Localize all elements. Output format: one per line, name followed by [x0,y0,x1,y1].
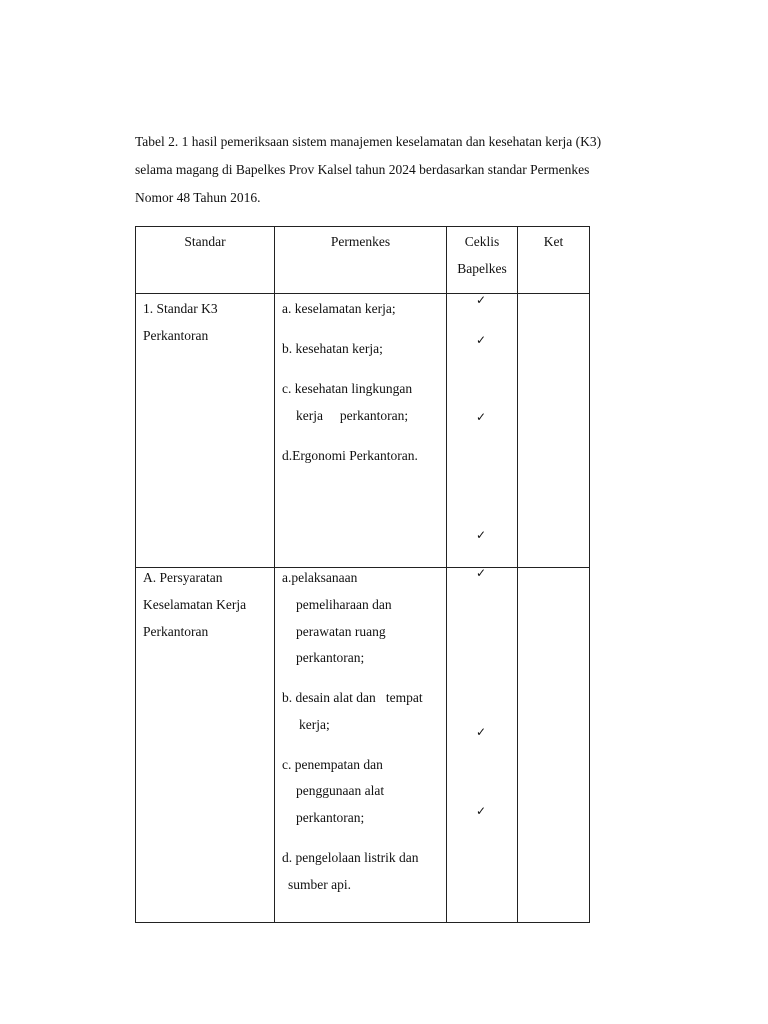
permenkes-item: kerja perkantoran; [296,408,409,423]
ket-cell [518,294,590,568]
permenkes-item: b. desain alat dan tempat [282,690,423,705]
check-icon: ✓ [476,410,487,424]
permenkes-item: c. penempatan dan [282,757,383,772]
k3-checklist-table [135,226,590,923]
caption-line: Tabel 2. 1 hasil pemeriksaan sistem manajemen keselamatan dan kesehatan kerja (K3) [135,134,602,149]
permenkes-item: a.pelaksanaan [282,570,358,585]
standar-cell [136,294,275,568]
permenkes-item: penggunaan alat [296,783,385,798]
check-icon: ✓ [476,725,487,739]
header-standar: Standar [136,227,275,294]
permenkes-item: c. kesehatan lingkungan [282,381,413,396]
permenkes-cell [275,568,447,923]
check-icon: ✓ [476,566,487,580]
standar-text: Keselamatan Kerja [143,597,247,612]
table-row [136,568,590,923]
table-header-row [136,227,590,294]
standar-text: 1. Standar K3 [143,301,218,316]
check-icon: ✓ [476,333,487,347]
header-ceklis-bapelkes: Ceklis Bapelkes [447,227,518,294]
permenkes-item: perkantoran; [296,810,365,825]
permenkes-item: perkantoran; [296,650,365,665]
check-icon: ✓ [476,293,487,307]
table-caption [135,128,675,212]
ceklis-cell [447,294,518,568]
header-permenkes: Permenkes [275,227,447,294]
permenkes-item: d. pengelolaan listrik dan [282,850,419,865]
header-ket: Ket [518,227,590,294]
permenkes-item: kerja; [299,717,330,732]
standar-text: A. Persyaratan [143,570,223,585]
permenkes-cell [275,294,447,568]
caption-line: Nomor 48 Tahun 2016. [135,190,261,205]
standar-text: Perkantoran [143,328,209,343]
permenkes-item: d.Ergonomi Perkantoran. [282,448,418,463]
permenkes-item: perawatan ruang [296,624,386,639]
permenkes-item: pemeliharaan dan [296,597,392,612]
check-icon: ✓ [476,528,487,542]
standar-cell [136,568,275,923]
permenkes-item: sumber api. [288,877,351,892]
caption-line: selama magang di Bapelkes Prov Kalsel tahun 2024 berdasarkan standar Permenkes [135,162,590,177]
standar-text: Perkantoran [143,624,209,639]
permenkes-item: a. keselamatan kerja; [282,301,396,316]
check-icon: ✓ [476,804,487,818]
table-row [136,294,590,568]
ceklis-cell [447,568,518,923]
ket-cell [518,568,590,923]
permenkes-item: b. kesehatan kerja; [282,341,383,356]
